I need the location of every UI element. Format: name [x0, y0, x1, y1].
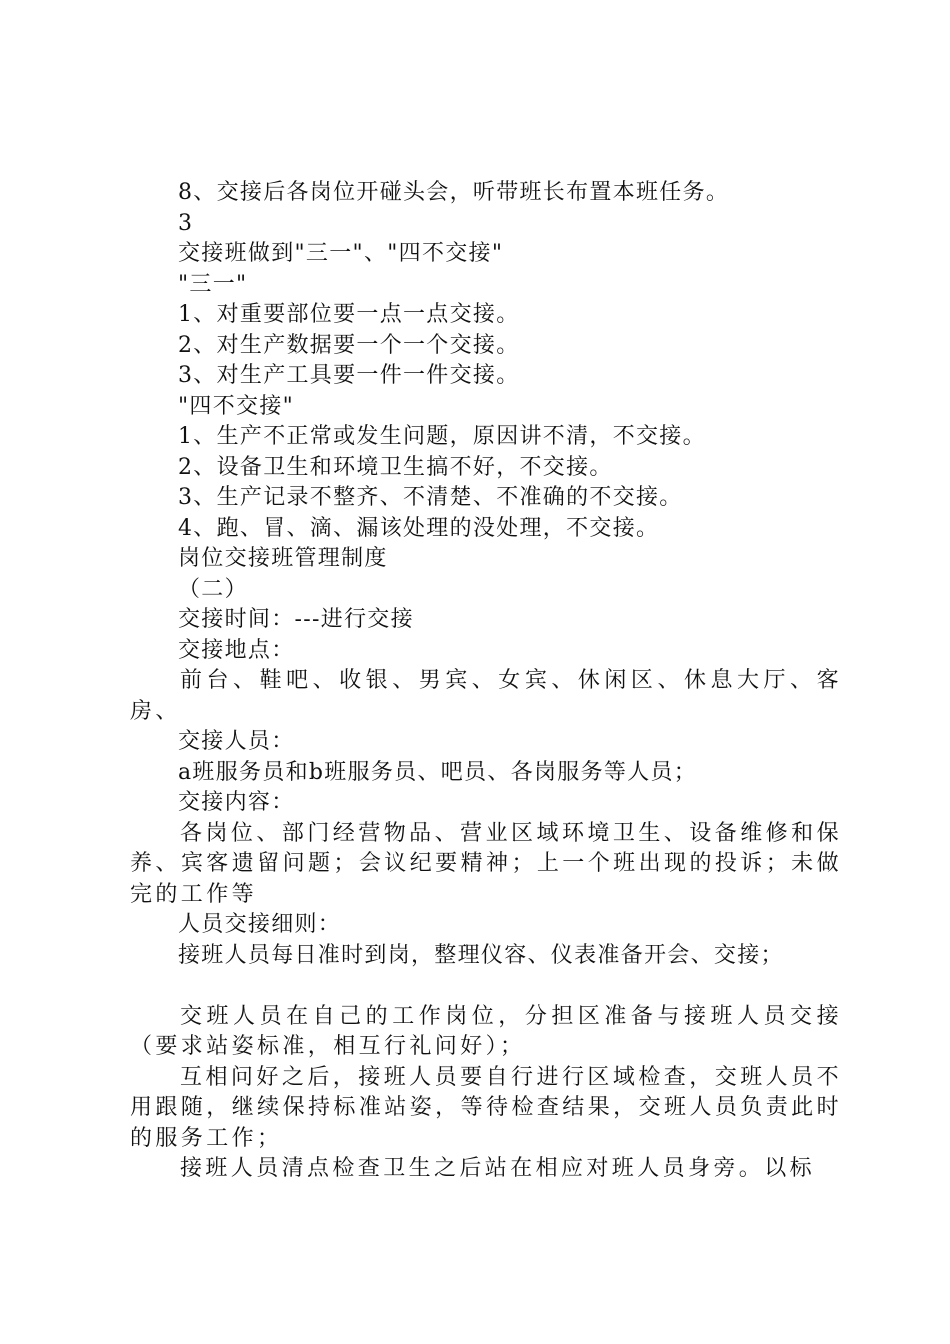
text-line-four-no-4: 4、跑、冒、滴、漏该处理的没处理，不交接。: [178, 515, 660, 541]
text-line-handover-time: 交接时间：---进行交接: [178, 607, 414, 632]
label-handover-content: 交接内容：: [178, 790, 295, 815]
blank-line: [130, 971, 842, 1002]
paragraph-locations: 前台、鞋吧、收银、男宾、女宾、休闲区、休息大厅、客房、: [130, 668, 842, 724]
paragraph-rule-4: 接班人员清点检查卫生之后站在相应对班人员身旁。以标: [180, 1156, 816, 1181]
subheading-three-one: "三一": [178, 271, 248, 297]
paragraph-content: 各岗位、部门经营物品、营业区域环境卫生、设备维修和保养、宾客遗留问题；会议纪要精神；上一个班出现的投诉；未做完的工作等: [130, 820, 842, 907]
text-line-four-no-3: 3、生产记录不整齐、不清楚、不准确的不交接。: [178, 485, 683, 510]
text-line-three-one-3: 3、对生产工具要一件一件交接。: [178, 363, 520, 388]
document-body: [130, 178, 842, 1185]
section-heading-handover: 交接班做到"三一"、"四不交接": [178, 241, 504, 266]
text-line-three-one-2: 2、对生产数据要一个一个交接。: [178, 332, 520, 358]
text-line-four-no-1: 1、生产不正常或发生问题，原因讲不清，不交接。: [178, 424, 706, 449]
text-line-item-8: 8、交接后各岗位开碰头会，听带班长布置本班任务。: [178, 180, 730, 205]
section-number: 3: [178, 210, 194, 236]
paragraph-rule-3: 互相问好之后，接班人员要自行进行区域检查，交班人员不用跟随，继续保持标准站姿，等待检查结果，交班人员负责此时的服务工作；: [130, 1064, 842, 1151]
document-subtitle: （二）: [178, 576, 248, 602]
label-handover-people: 交接人员：: [178, 729, 295, 754]
label-people-rules: 人员交接细则：: [178, 912, 342, 937]
text-line-four-no-2: 2、设备卫生和环境卫生搞不好，不交接。: [178, 454, 613, 480]
document-title: 岗位交接班管理制度: [178, 546, 388, 571]
subheading-four-no: "四不交接": [178, 393, 295, 419]
text-line-three-one-1: 1、对重要部位要一点一点交接。: [178, 302, 520, 327]
paragraph-rule-2: 交班人员在自己的工作岗位，分担区准备与接班人员交接（要求站姿标准，相互行礼问好）；: [130, 1003, 842, 1059]
text-line-people: a班服务员和b班服务员、吧员、各岗服务等人员；: [178, 759, 698, 785]
text-line-rule-1: 接班人员每日准时到岗，整理仪容、仪表准备开会、交接；: [178, 942, 784, 968]
label-handover-location: 交接地点：: [178, 637, 295, 663]
